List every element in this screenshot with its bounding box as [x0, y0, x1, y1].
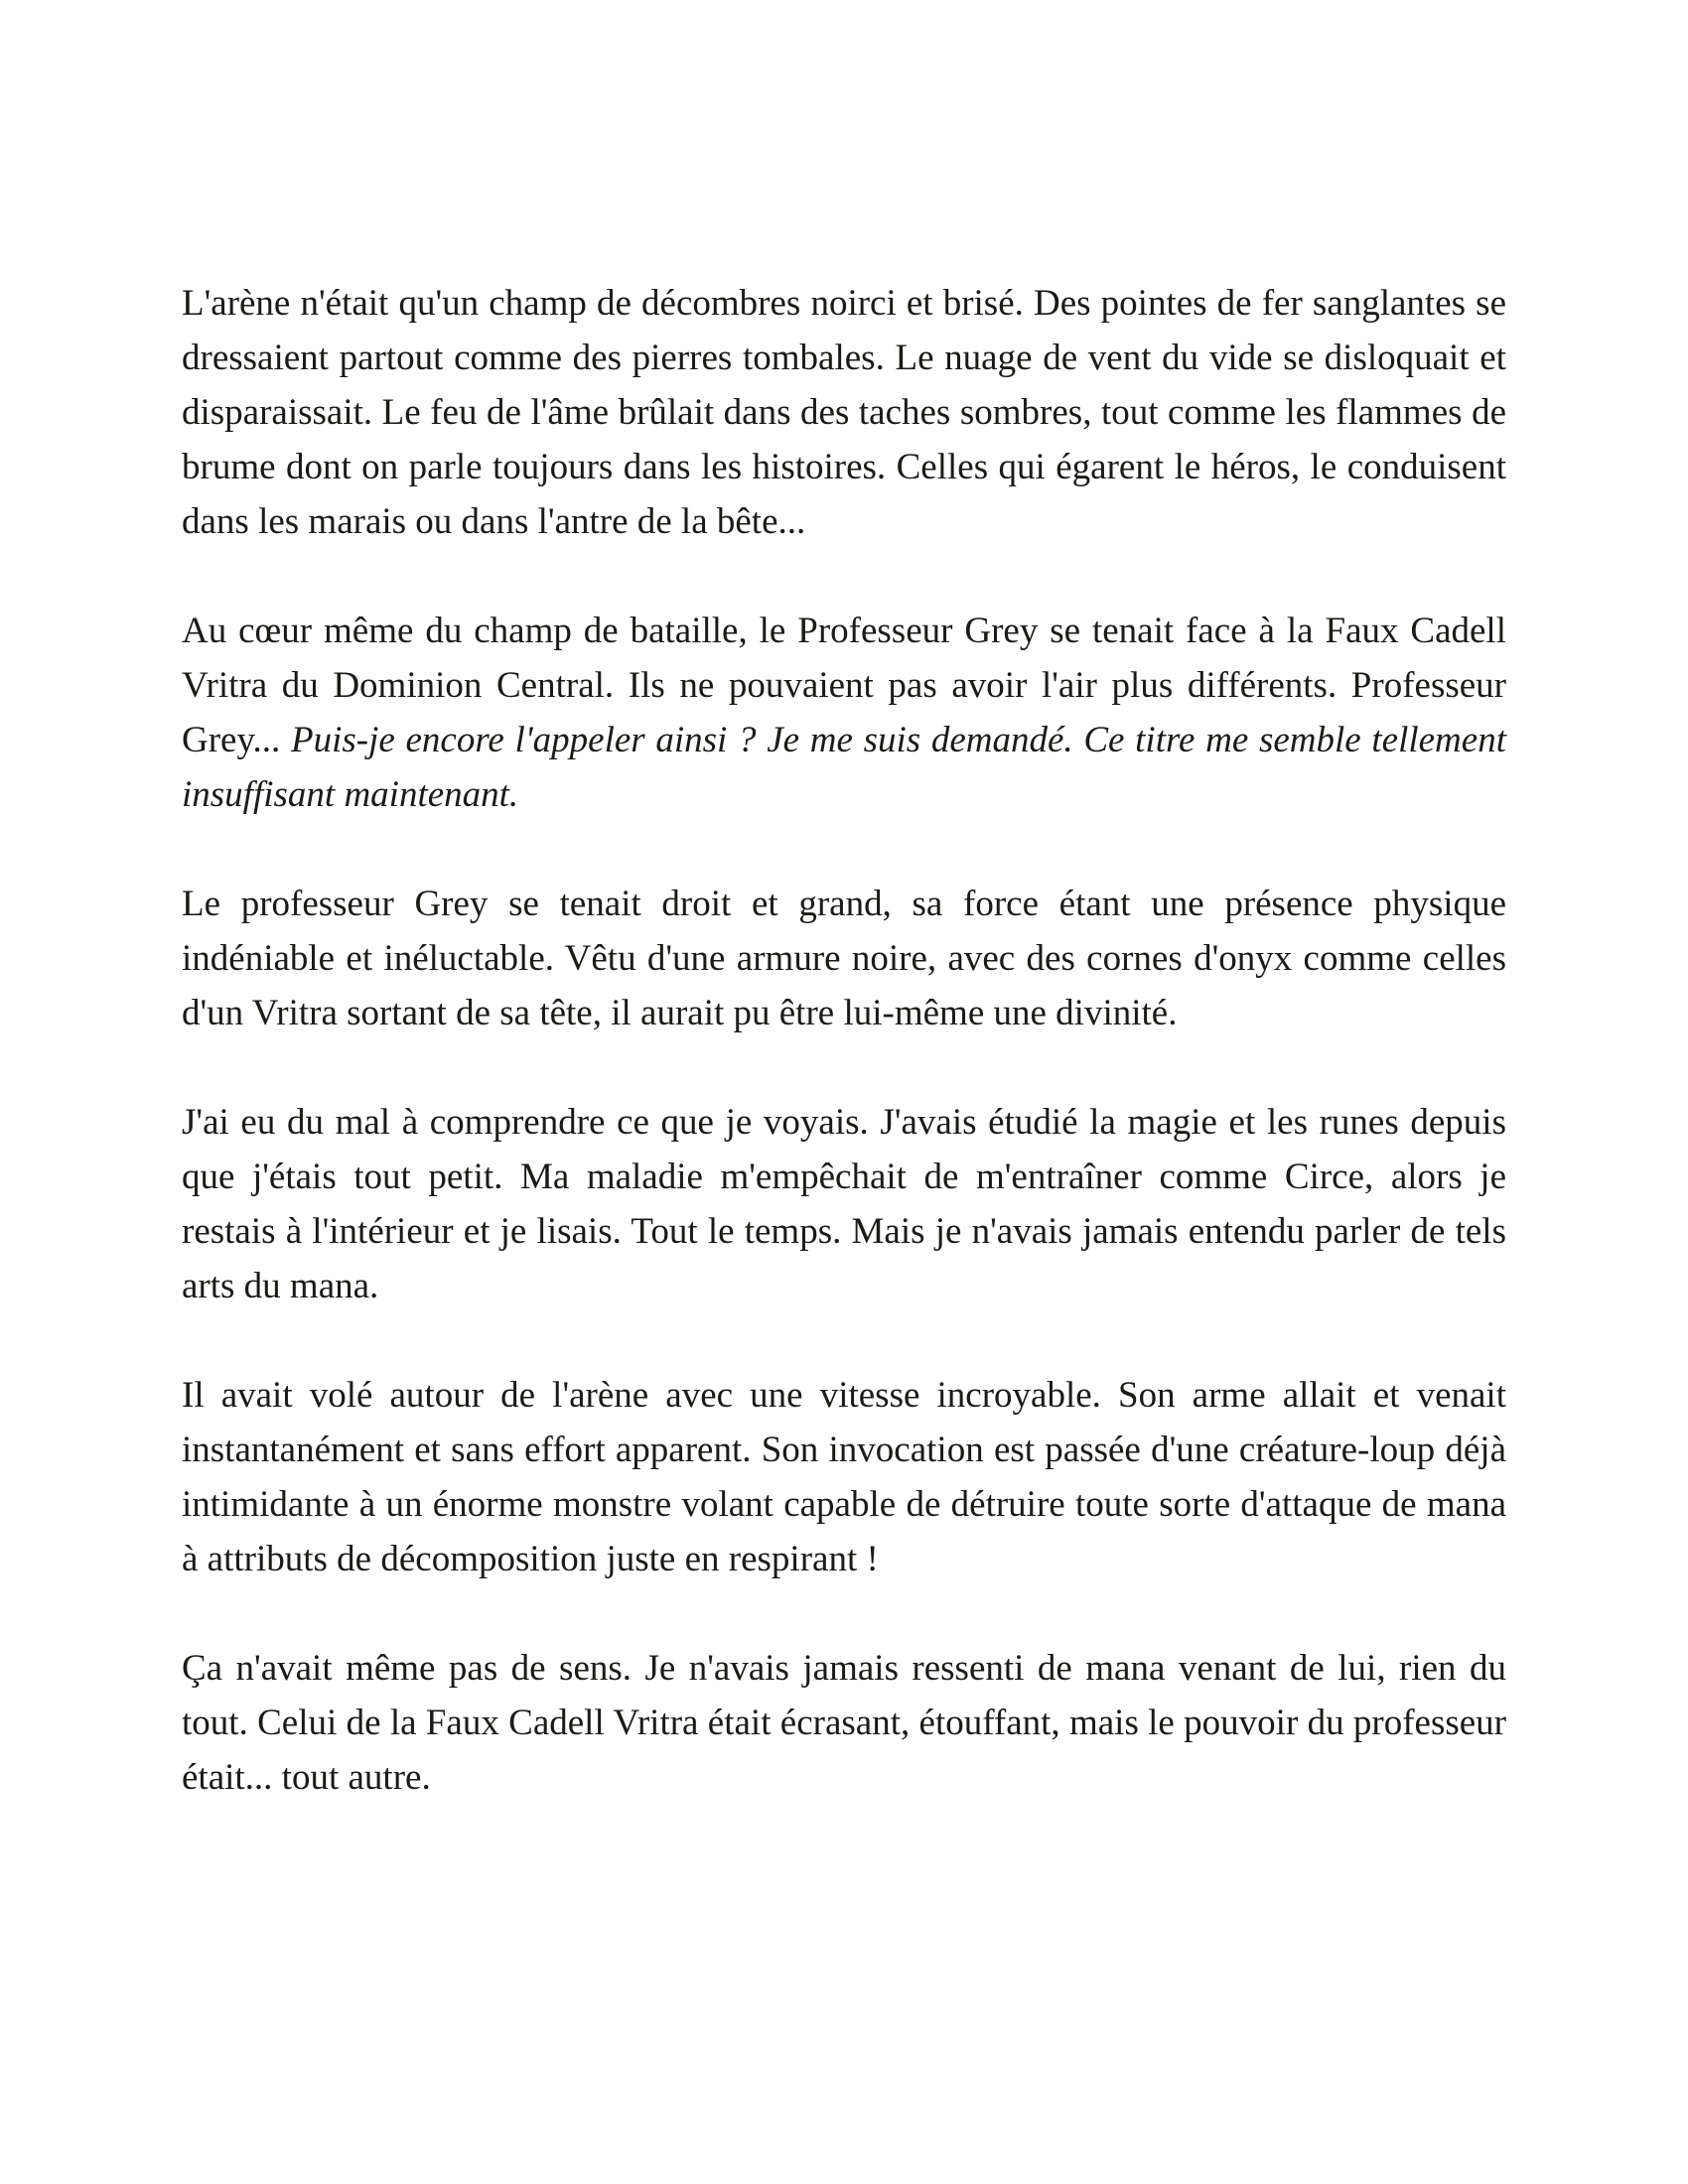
paragraph-italic-thought: Puis-je encore l'appeler ainsi ? Je me suis demandé. Ce titre me semble tellement insuffisant maintenant. — [182, 720, 1506, 815]
paragraph-4 — [182, 1095, 1506, 1313]
paragraph-text: Au cœur même du champ de bataille, le Professeur Grey se tenait face à la Faux Cadell Vritra du Dominion Central. Ils ne pouvaient pas avoir l'air plus différents. Professeur Grey... — [182, 611, 1506, 760]
document-page — [182, 276, 1506, 1805]
paragraph-text: Il avait volé autour de l'arène avec une vitesse incroyable. Son arme allait et venait instantanément et sans effort apparent. Son invocation est passée d'une créature-loup déjà intimidante à un énorme monstre volant capable de détruire toute sorte d'attaque de mana à attributs de décomposition juste en respirant ! — [182, 1375, 1506, 1579]
paragraph-1 — [182, 276, 1506, 549]
paragraph-text: J'ai eu du mal à comprendre ce que je voyais. J'avais étudié la magie et les runes depuis que j'étais tout petit. Ma maladie m'empêchait de m'entraîner comme Circe, alors je restais à l'intérieur et je lisais. Tout le temps. Mais je n'avais jamais entendu parler de tels arts du mana. — [182, 1102, 1506, 1306]
paragraph-5 — [182, 1368, 1506, 1586]
paragraph-text: Ça n'avait même pas de sens. Je n'avais jamais ressenti de mana venant de lui, rien du tout. Celui de la Faux Cadell Vritra était écrasant, étouffant, mais le pouvoir du professeur était... tout autre. — [182, 1648, 1506, 1798]
paragraph-2 — [182, 604, 1506, 822]
paragraph-text: Le professeur Grey se tenait droit et grand, sa force étant une présence physique indéniable et inéluctable. Vêtu d'une armure noire, avec des cornes d'onyx comme celles d'un Vritra sortant de sa tête, il aurait pu être lui-même une divinité. — [182, 884, 1506, 1033]
paragraph-3 — [182, 877, 1506, 1040]
paragraph-6 — [182, 1641, 1506, 1805]
paragraph-text: L'arène n'était qu'un champ de décombres noirci et brisé. Des pointes de fer sanglantes se dressaient partout comme des pierres tombales. Le nuage de vent du vide se disloquait et disparaissait. Le feu de l'âme brûlait dans des taches sombres, tout comme les flammes de brume dont on parle toujours dans les histoires. Celles qui égarent le héros, le conduisent dans les marais ou dans l'antre de la bête... — [182, 283, 1506, 542]
